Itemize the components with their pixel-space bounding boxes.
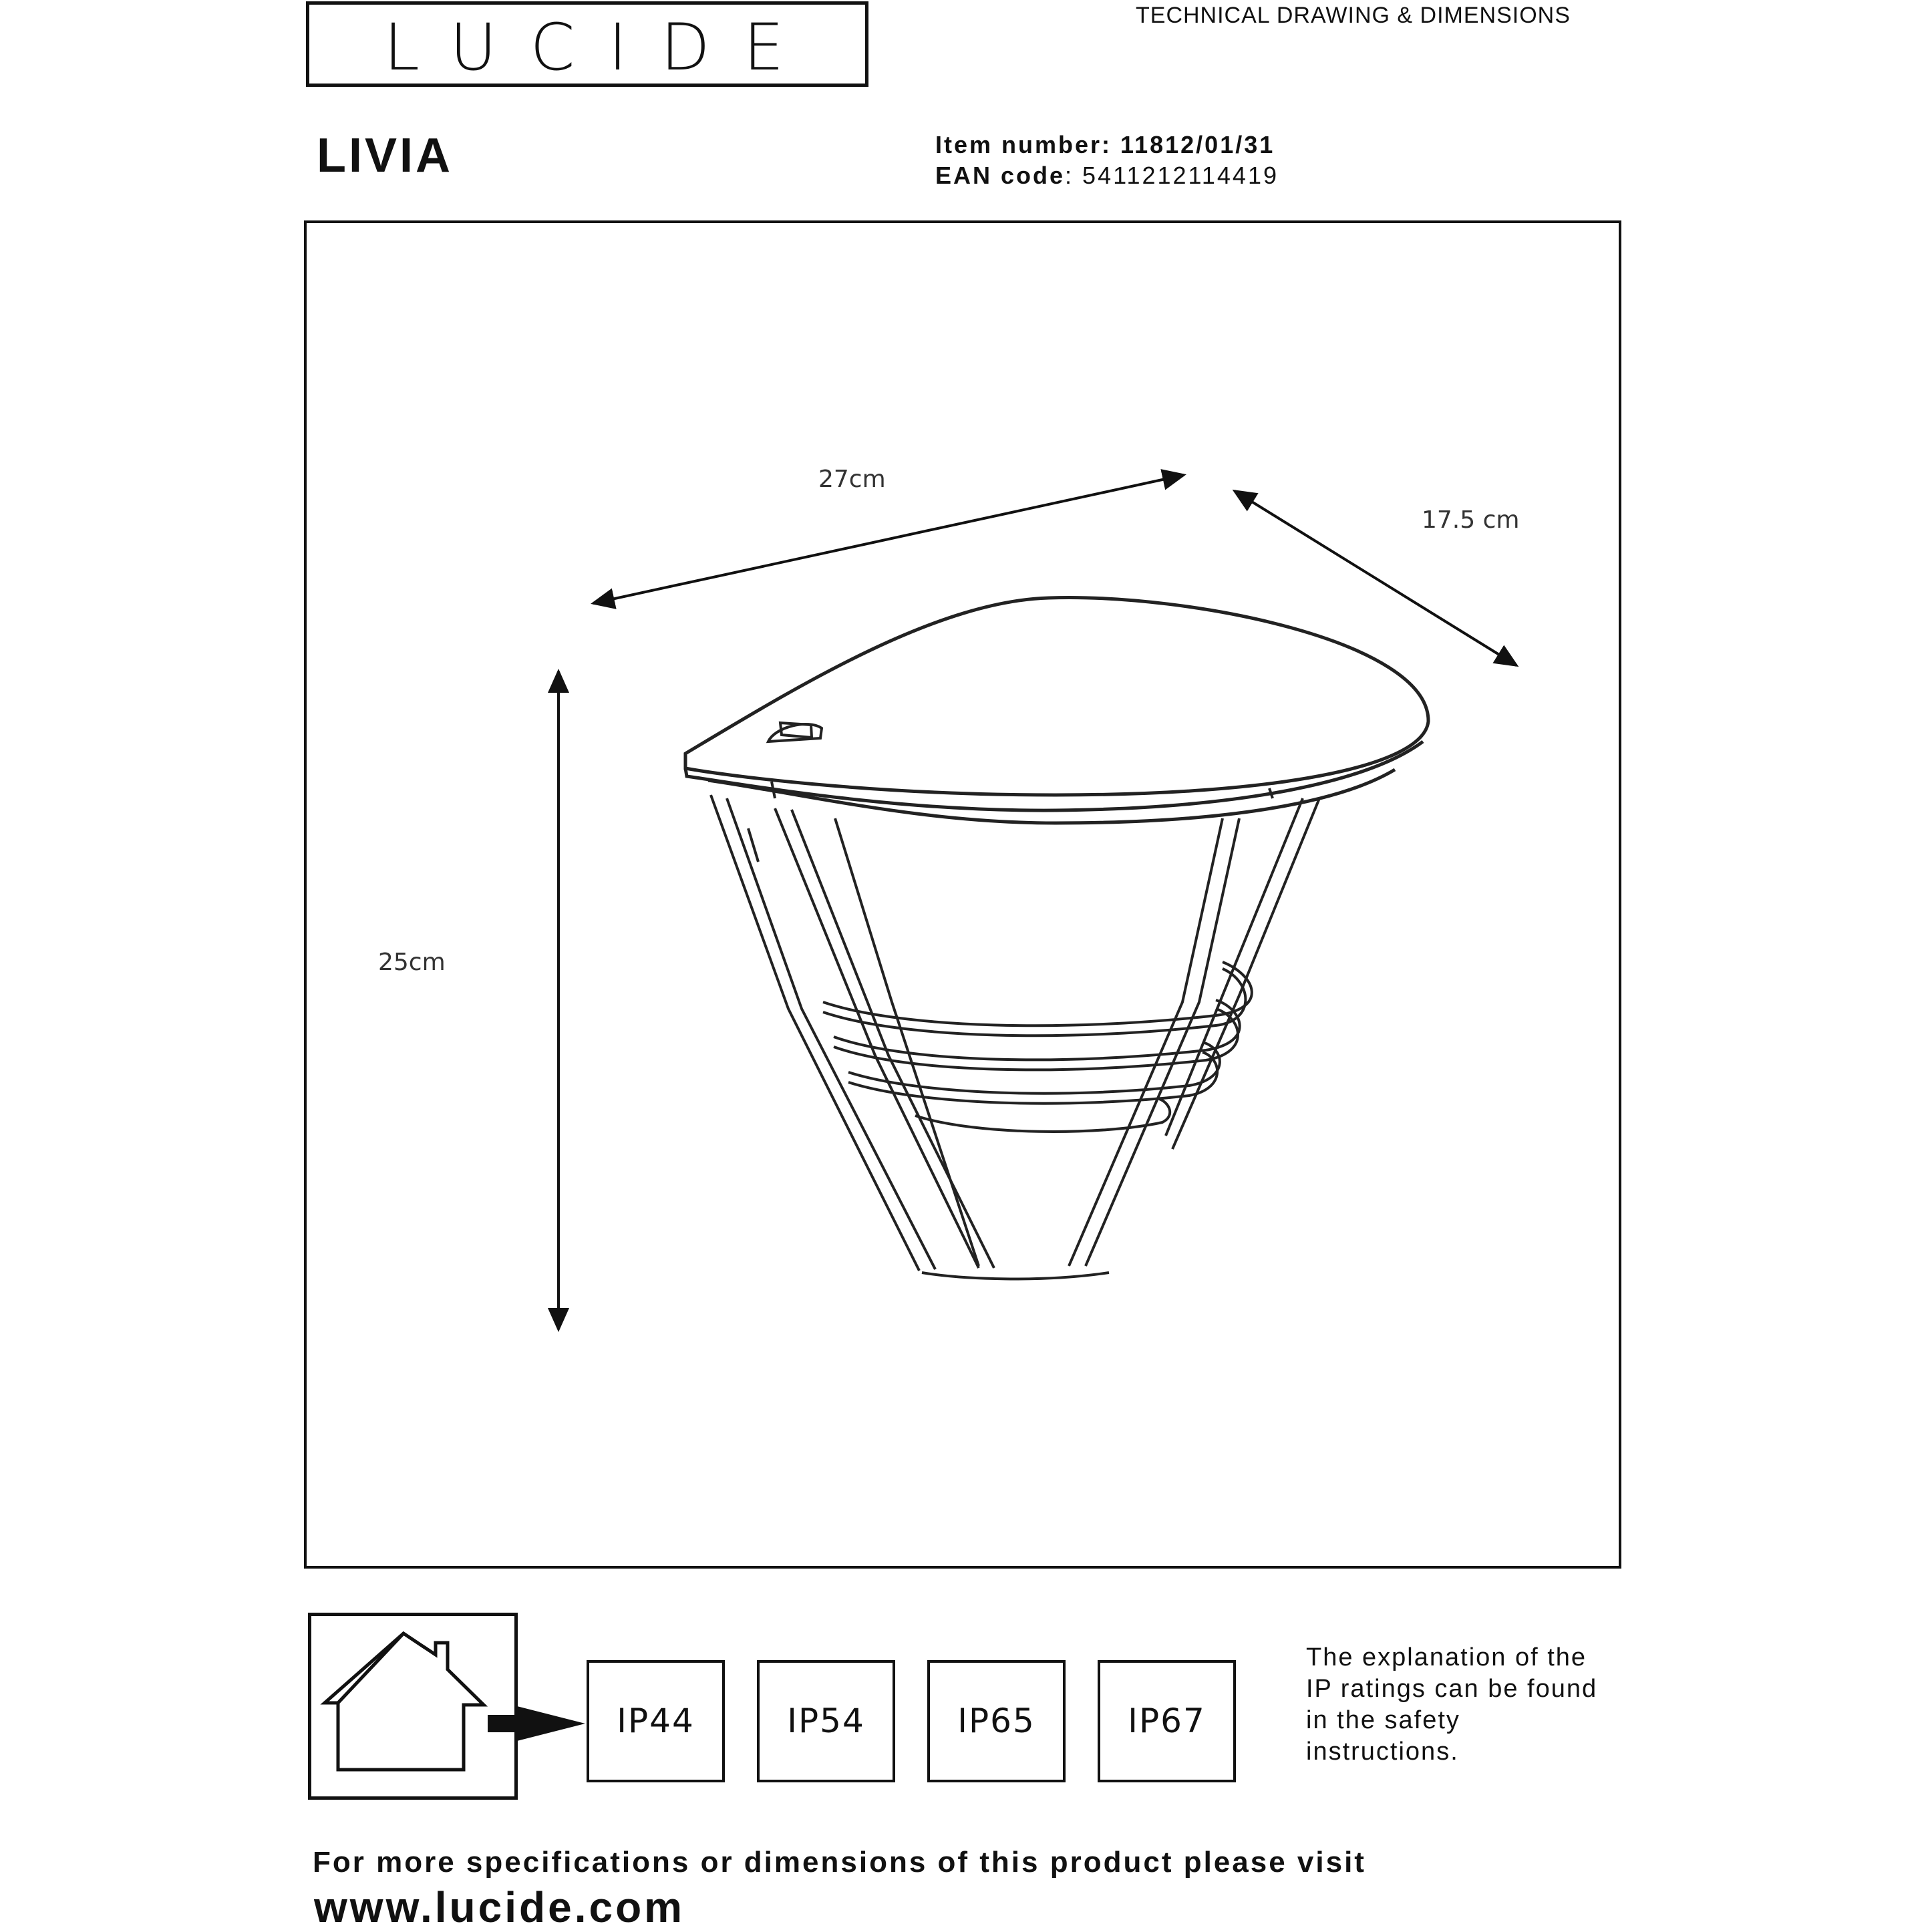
lamp-body (711, 782, 1319, 1279)
item-number-value: 11812/01/31 (1120, 131, 1275, 158)
website-link[interactable]: www.lucide.com (314, 1883, 685, 1931)
ip-rating-box: IP67 (1098, 1660, 1236, 1782)
item-number-label: Item number: (935, 131, 1112, 158)
ip-rating-box: IP54 (757, 1660, 895, 1782)
lamp-hood (685, 598, 1428, 823)
arrow-right-icon (488, 1700, 588, 1747)
product-title: LIVIA (317, 129, 454, 182)
house-icon (311, 1616, 514, 1796)
outdoor-use-icon-frame (308, 1613, 518, 1800)
ip-ratings-note: The explanation of the IP ratings can be found in the safety instructions. (1306, 1643, 1598, 1766)
width-dimension-arrow (593, 475, 1184, 603)
depth-dimension-label: 17.5 cm (1422, 506, 1520, 534)
width-dimension-label: 27cm (818, 466, 886, 493)
ip-rating-box: IP44 (587, 1660, 725, 1782)
footer-text: For more specifications or dimensions of this product please visit (313, 1846, 1366, 1879)
brand-logo: LUCIDE (383, 10, 818, 85)
ean-code-value: : 5411212114419 (1065, 162, 1279, 189)
height-dimension-label: 25cm (378, 949, 446, 976)
document-type-heading: TECHNICAL DRAWING & DIMENSIONS (1136, 3, 1571, 28)
ean-code-label: EAN code (935, 162, 1066, 189)
ip-rating-box: IP65 (927, 1660, 1066, 1782)
